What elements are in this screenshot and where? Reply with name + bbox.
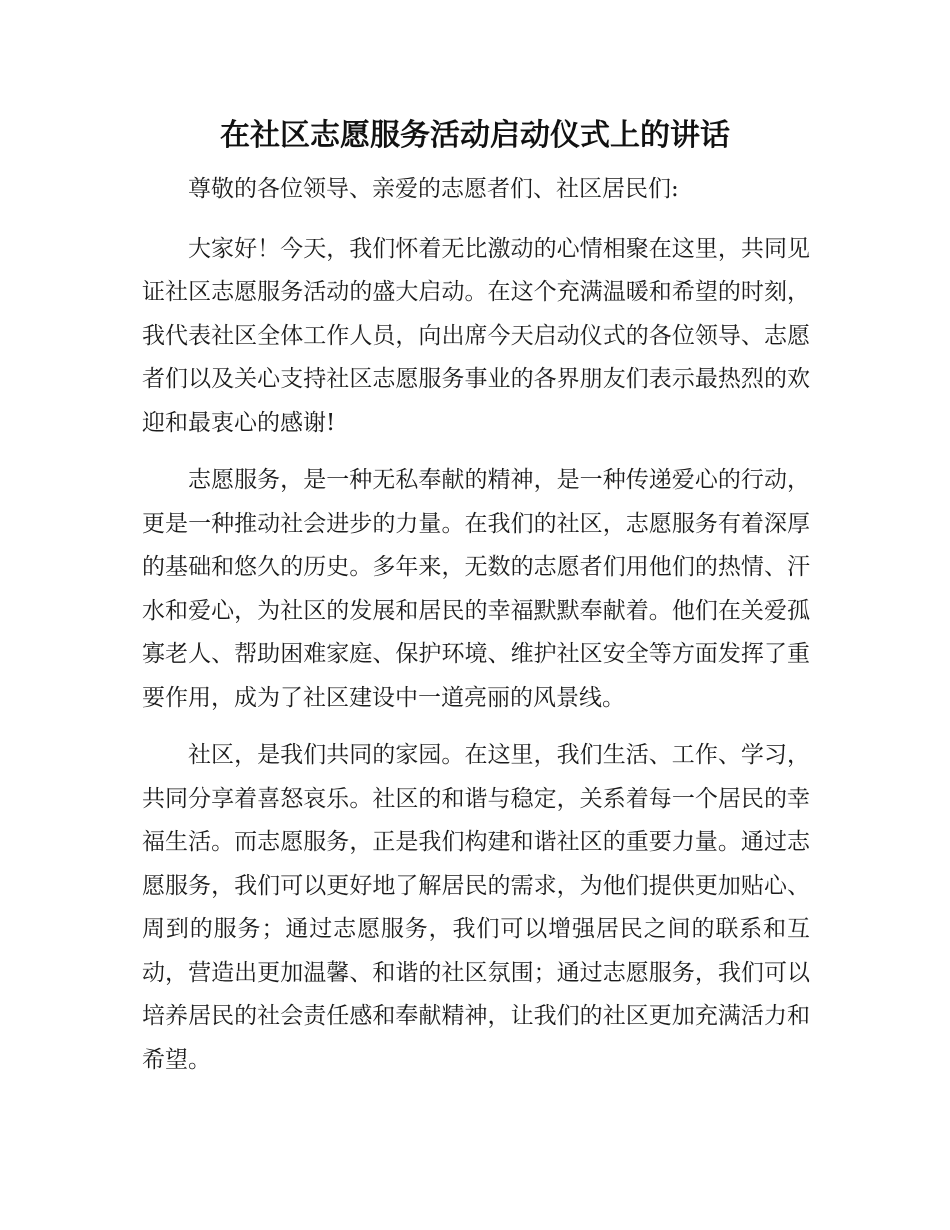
salutation: 尊敬的各位领导、亲爱的志愿者们、社区居民们: (188, 176, 679, 202)
paragraph-community-home: 社区，是我们共同的家园。在这里，我们生活、工作、学习，共同分享着喜怒哀乐。社区的和谐与稳定，关系着每一个居民的幸福生活。而志愿服务，正是我们构建和谐社区的重要力量。通过志愿服务，我们可以更好地了解居民的需求，为他们提供更加贴心、周到的服务；通过志愿服务，我们可以增强居民之间的联系和互动，营造出更加温馨、和谐的社区氛围；通过志愿服务，我们可以培养居民的社会责任感和奉献精神，让我们的社区更加充满活力和希望。 (142, 742, 810, 1073)
paragraph-welcome: 大家好！今天，我们怀着无比激动的心情相聚在这里，共同见证社区志愿服务活动的盛大启动。在这个充满温暖和希望的时刻，我代表社区全体工作人员，向出席今天启动仪式的各位领导、志愿者们以及关心支持社区志愿服务事业的各界朋友们表示最热烈的欢迎和最衷心的感谢! (142, 235, 810, 436)
document-body (142, 168, 810, 1096)
paragraph-volunteer-spirit: 志愿服务，是一种无私奉献的精神，是一种传递爱心的行动，更是一种推动社会进步的力量。在我们的社区，志愿服务有着深厚的基础和悠久的历史。多年来，无数的志愿者们用他们的热情、汗水和爱心，为社区的发展和居民的幸福默默奉献着。他们在关爱孤寡老人、帮助困难家庭、保护环境、维护社区安全等方面发挥了重要作用，成为了社区建设中一道亮丽的风景线。 (142, 467, 810, 711)
document-title: 在社区志愿服务活动启动仪式上的讲话 (220, 118, 730, 153)
